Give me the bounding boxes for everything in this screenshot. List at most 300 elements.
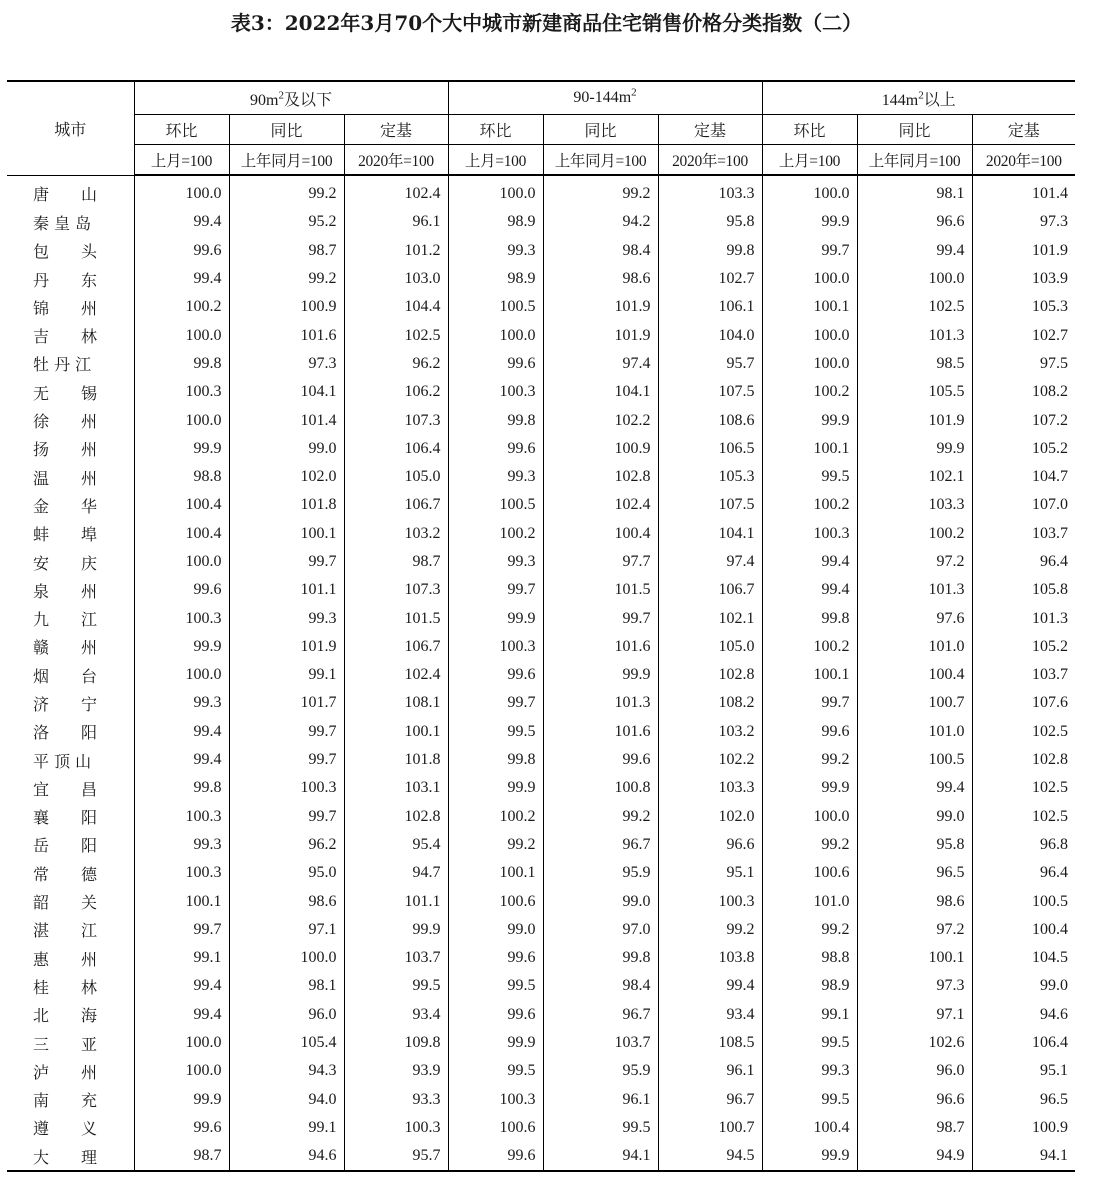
index-value-cell: 98.9 bbox=[448, 208, 543, 236]
index-value-cell: 108.2 bbox=[658, 689, 762, 717]
table-row bbox=[7, 944, 1075, 972]
group-header-medium: $90-144m^2$ bbox=[448, 81, 762, 115]
index-value-cell: 99.4 bbox=[658, 972, 762, 1000]
city-name-cell: 吉 林 bbox=[7, 321, 134, 349]
index-value-cell: 97.1 bbox=[857, 1001, 972, 1029]
index-value-cell: 100.3 bbox=[134, 604, 229, 632]
index-value-cell: 100.0 bbox=[229, 944, 344, 972]
index-value-cell: 103.2 bbox=[658, 718, 762, 746]
index-value-cell: 99.4 bbox=[762, 548, 857, 576]
index-value-cell: 99.0 bbox=[857, 803, 972, 831]
table-body bbox=[7, 175, 1075, 1171]
index-value-cell: 94.6 bbox=[229, 1142, 344, 1171]
city-name-cell: 桂 林 bbox=[7, 972, 134, 1000]
index-value-cell: 102.4 bbox=[344, 175, 448, 208]
index-value-cell: 101.6 bbox=[543, 633, 658, 661]
index-value-cell: 101.6 bbox=[543, 718, 658, 746]
index-value-cell: 97.2 bbox=[857, 548, 972, 576]
index-value-cell: 107.6 bbox=[1032, 694, 1069, 712]
index-value-cell: 96.0 bbox=[229, 1001, 344, 1029]
index-value-cell: 100.4 bbox=[134, 491, 229, 519]
index-value-cell: 99.1 bbox=[762, 1001, 857, 1029]
index-type-header: 定基 bbox=[972, 115, 1075, 145]
index-value-cell: 101.9 bbox=[229, 633, 344, 661]
table-row bbox=[7, 265, 1075, 293]
index-value-cell: 99.6 bbox=[448, 435, 543, 463]
index-value-cell: 98.4 bbox=[543, 972, 658, 1000]
table-row bbox=[7, 689, 1075, 717]
city-name-cell: 丹 东 bbox=[7, 265, 134, 293]
index-value-cell: 100.0 bbox=[448, 321, 543, 349]
index-value-cell: 95.8 bbox=[658, 208, 762, 236]
index-value-cell: 101.0 bbox=[857, 633, 972, 661]
index-value-cell: 102.1 bbox=[658, 604, 762, 632]
index-value-cell: 103.7 bbox=[1032, 666, 1069, 684]
index-value-cell: 97.1 bbox=[229, 916, 344, 944]
index-value-cell: 94.3 bbox=[229, 1057, 344, 1085]
index-value-cell: 106.4 bbox=[1032, 1034, 1069, 1052]
index-value-cell: 102.7 bbox=[658, 265, 762, 293]
index-value-cell: 99.5 bbox=[543, 1114, 658, 1142]
city-name-cell: 泉 州 bbox=[7, 576, 134, 604]
index-value-cell: 102.5 bbox=[344, 321, 448, 349]
index-type-header: 环比 bbox=[134, 115, 229, 145]
index-value-cell: 95.4 bbox=[344, 831, 448, 859]
city-name-cell: 湛 江 bbox=[7, 916, 134, 944]
index-value-cell: 99.8 bbox=[543, 944, 658, 972]
index-value-cell: 100.0 bbox=[762, 321, 857, 349]
index-value-cell: 100.8 bbox=[543, 774, 658, 802]
index-value-cell: 99.6 bbox=[448, 1142, 543, 1171]
index-value-cell: 99.3 bbox=[448, 463, 543, 491]
index-value-cell: 99.9 bbox=[762, 208, 857, 236]
index-value-cell: 94.5 bbox=[658, 1142, 762, 1171]
index-value-cell: 99.9 bbox=[448, 604, 543, 632]
table-row bbox=[7, 1086, 1075, 1114]
index-value-cell: 105.5 bbox=[857, 378, 972, 406]
index-value-cell: 98.9 bbox=[762, 972, 857, 1000]
index-value-cell: 98.7 bbox=[229, 237, 344, 265]
index-value-cell: 99.3 bbox=[448, 237, 543, 265]
table-row bbox=[7, 746, 1075, 774]
index-value-cell: 100.0 bbox=[134, 1029, 229, 1057]
index-value-cell: 104.0 bbox=[658, 321, 762, 349]
index-value-cell: 100.0 bbox=[762, 175, 857, 208]
index-value-cell: 100.9 bbox=[229, 293, 344, 321]
base-period-header: 2020年=100 bbox=[972, 145, 1075, 176]
base-period-header: 上月=100 bbox=[762, 145, 857, 176]
index-value-cell: 99.8 bbox=[448, 746, 543, 774]
index-value-cell: 97.3 bbox=[857, 972, 972, 1000]
index-value-cell: 100.0 bbox=[134, 548, 229, 576]
index-value-cell: 100.2 bbox=[762, 633, 857, 661]
index-value-cell: 96.7 bbox=[543, 831, 658, 859]
index-value-cell: 101.4 bbox=[229, 406, 344, 434]
index-value-cell: 100.0 bbox=[134, 175, 229, 208]
city-name-cell: 扬 州 bbox=[7, 435, 134, 463]
index-value-cell: 105.3 bbox=[1032, 298, 1069, 316]
index-value-cell: 99.7 bbox=[134, 916, 229, 944]
index-value-cell: 99.9 bbox=[762, 406, 857, 434]
index-value-cell: 106.5 bbox=[658, 435, 762, 463]
index-value-cell: 99.4 bbox=[134, 746, 229, 774]
index-type-header-row bbox=[7, 115, 1075, 145]
index-value-cell: 95.1 bbox=[658, 859, 762, 887]
index-value-cell: 105.2 bbox=[1032, 637, 1069, 655]
index-value-cell: 95.7 bbox=[344, 1142, 448, 1171]
index-value-cell: 99.3 bbox=[134, 689, 229, 717]
index-value-cell: 96.5 bbox=[1040, 1090, 1069, 1108]
city-name-cell: 包 头 bbox=[7, 237, 134, 265]
index-value-cell: 99.3 bbox=[134, 831, 229, 859]
index-value-cell: 105.3 bbox=[658, 463, 762, 491]
city-name-cell: 北 海 bbox=[7, 1001, 134, 1029]
index-value-cell: 105.0 bbox=[658, 633, 762, 661]
city-name-cell: 洛 阳 bbox=[7, 718, 134, 746]
index-value-cell: 99.8 bbox=[134, 774, 229, 802]
index-value-cell: 99.5 bbox=[762, 463, 857, 491]
index-value-cell: 102.0 bbox=[658, 803, 762, 831]
index-value-cell: 100.3 bbox=[448, 1086, 543, 1114]
index-value-cell: 96.4 bbox=[1040, 864, 1069, 882]
index-value-cell: 99.2 bbox=[762, 831, 857, 859]
index-value-cell: 95.9 bbox=[543, 859, 658, 887]
index-value-cell: 99.2 bbox=[229, 265, 344, 293]
city-name-cell: 秦 皇 岛 bbox=[7, 208, 134, 236]
index-value-cell: 100.5 bbox=[448, 293, 543, 321]
index-value-cell: 99.1 bbox=[229, 1114, 344, 1142]
index-value-cell: 101.1 bbox=[229, 576, 344, 604]
index-value-cell: 100.0 bbox=[134, 406, 229, 434]
table-row bbox=[7, 1114, 1075, 1142]
index-value-cell: 103.7 bbox=[1032, 524, 1069, 542]
index-value-cell: 96.7 bbox=[543, 1001, 658, 1029]
city-column-header: 城市 bbox=[7, 81, 134, 175]
index-value-cell: 100.1 bbox=[134, 887, 229, 915]
index-value-cell: 97.6 bbox=[857, 604, 972, 632]
table-row bbox=[7, 859, 1075, 887]
index-value-cell: 100.7 bbox=[857, 689, 972, 717]
index-value-cell: 99.7 bbox=[448, 689, 543, 717]
index-value-cell: 99.4 bbox=[134, 1001, 229, 1029]
index-value-cell: 100.3 bbox=[762, 520, 857, 548]
index-value-cell: 95.7 bbox=[658, 350, 762, 378]
index-value-cell: 100.3 bbox=[229, 774, 344, 802]
index-value-cell: 98.7 bbox=[857, 1114, 972, 1142]
index-value-cell: 100.3 bbox=[448, 633, 543, 661]
index-value-cell: 99.7 bbox=[543, 604, 658, 632]
index-value-cell: 103.7 bbox=[543, 1029, 658, 1057]
index-value-cell: 105.4 bbox=[229, 1029, 344, 1057]
index-value-cell: 99.8 bbox=[134, 350, 229, 378]
index-value-cell: 99.6 bbox=[134, 576, 229, 604]
index-value-cell: 99.2 bbox=[658, 916, 762, 944]
index-value-cell: 99.4 bbox=[857, 237, 972, 265]
index-value-cell: 99.7 bbox=[229, 718, 344, 746]
table-row bbox=[7, 1057, 1075, 1085]
index-type-header: 同比 bbox=[857, 115, 972, 145]
index-value-cell: 96.2 bbox=[344, 350, 448, 378]
index-type-header: 同比 bbox=[543, 115, 658, 145]
index-value-cell: 108.1 bbox=[344, 689, 448, 717]
index-value-cell: 107.2 bbox=[1032, 411, 1069, 429]
index-value-cell: 93.3 bbox=[344, 1086, 448, 1114]
city-name-cell: 惠 州 bbox=[7, 944, 134, 972]
index-value-cell: 99.7 bbox=[229, 548, 344, 576]
index-value-cell: 102.8 bbox=[543, 463, 658, 491]
index-value-cell: 99.2 bbox=[543, 803, 658, 831]
index-value-cell: 104.7 bbox=[1032, 468, 1069, 486]
index-value-cell: 96.5 bbox=[857, 859, 972, 887]
index-value-cell: 106.7 bbox=[344, 633, 448, 661]
table-row bbox=[7, 548, 1075, 576]
index-value-cell: 95.8 bbox=[857, 831, 972, 859]
index-value-cell: 101.7 bbox=[229, 689, 344, 717]
index-value-cell: 97.4 bbox=[658, 548, 762, 576]
index-value-cell: 103.3 bbox=[658, 175, 762, 208]
index-value-cell: 96.7 bbox=[658, 1086, 762, 1114]
index-value-cell: 101.3 bbox=[857, 576, 972, 604]
index-value-cell: 107.5 bbox=[658, 378, 762, 406]
index-value-cell: 102.0 bbox=[229, 463, 344, 491]
index-value-cell: 97.4 bbox=[543, 350, 658, 378]
index-value-cell: 102.2 bbox=[543, 406, 658, 434]
index-value-cell: 99.1 bbox=[134, 944, 229, 972]
base-period-header: 上年同月=100 bbox=[229, 145, 344, 176]
index-value-cell: 99.6 bbox=[134, 237, 229, 265]
index-value-cell: 99.6 bbox=[762, 718, 857, 746]
index-value-cell: 105.8 bbox=[1032, 581, 1069, 599]
index-value-cell: 98.4 bbox=[543, 237, 658, 265]
table-row bbox=[7, 463, 1075, 491]
index-value-cell: 97.3 bbox=[229, 350, 344, 378]
index-value-cell: 99.9 bbox=[857, 435, 972, 463]
index-value-cell: 99.7 bbox=[762, 237, 857, 265]
index-value-cell: 104.5 bbox=[1032, 949, 1069, 967]
index-value-cell: 99.4 bbox=[134, 208, 229, 236]
table-row bbox=[7, 916, 1075, 944]
index-value-cell: 107.0 bbox=[1032, 496, 1069, 514]
city-name-cell: 金 华 bbox=[7, 491, 134, 519]
index-value-cell: 100.3 bbox=[134, 803, 229, 831]
index-value-cell: 101.9 bbox=[543, 293, 658, 321]
index-value-cell: 99.5 bbox=[762, 1029, 857, 1057]
index-value-cell: 98.7 bbox=[134, 1142, 229, 1171]
city-name-cell: 赣 州 bbox=[7, 633, 134, 661]
table-row bbox=[7, 633, 1075, 661]
index-value-cell: 100.4 bbox=[857, 661, 972, 689]
price-index-table bbox=[7, 80, 1075, 1172]
index-value-cell: 99.2 bbox=[543, 175, 658, 208]
index-value-cell: 100.0 bbox=[134, 1057, 229, 1085]
city-name-cell: 泸 州 bbox=[7, 1057, 134, 1085]
index-value-cell: 99.0 bbox=[543, 887, 658, 915]
table-row bbox=[7, 803, 1075, 831]
table-row bbox=[7, 604, 1075, 632]
index-value-cell: 108.6 bbox=[658, 406, 762, 434]
index-value-cell: 94.2 bbox=[543, 208, 658, 236]
index-value-cell: 99.0 bbox=[448, 916, 543, 944]
index-value-cell: 100.1 bbox=[229, 520, 344, 548]
table-row bbox=[7, 1142, 1075, 1171]
index-value-cell: 101.3 bbox=[543, 689, 658, 717]
index-value-cell: 104.1 bbox=[658, 520, 762, 548]
table-row bbox=[7, 175, 1075, 208]
index-value-cell: 104.1 bbox=[229, 378, 344, 406]
index-value-cell: 99.6 bbox=[448, 350, 543, 378]
index-type-header: 环比 bbox=[762, 115, 857, 145]
city-name-cell: 徐 州 bbox=[7, 406, 134, 434]
index-value-cell: 94.9 bbox=[857, 1142, 972, 1171]
table-title: 表3：2022年3月70个大中城市新建商品住宅销售价格分类指数（二） bbox=[230, 11, 863, 35]
base-period-header: 上月=100 bbox=[448, 145, 543, 176]
index-value-cell: 101.5 bbox=[543, 576, 658, 604]
index-value-cell: 100.0 bbox=[762, 350, 857, 378]
index-value-cell: 98.1 bbox=[857, 175, 972, 208]
index-value-cell: 103.3 bbox=[658, 774, 762, 802]
index-value-cell: 102.5 bbox=[857, 293, 972, 321]
index-value-cell: 99.4 bbox=[134, 718, 229, 746]
index-value-cell: 95.1 bbox=[1040, 1062, 1069, 1080]
city-name-cell: 牡 丹 江 bbox=[7, 350, 134, 378]
index-value-cell: 99.8 bbox=[762, 604, 857, 632]
index-value-cell: 98.6 bbox=[543, 265, 658, 293]
table-row bbox=[7, 887, 1075, 915]
index-value-cell: 102.6 bbox=[857, 1029, 972, 1057]
index-value-cell: 103.8 bbox=[658, 944, 762, 972]
city-name-cell: 无 锡 bbox=[7, 378, 134, 406]
index-value-cell: 100.1 bbox=[762, 661, 857, 689]
index-value-cell: 99.8 bbox=[658, 237, 762, 265]
index-value-cell: 99.9 bbox=[344, 916, 448, 944]
index-value-cell: 107.3 bbox=[344, 576, 448, 604]
base-period-header-row bbox=[7, 145, 1075, 176]
index-value-cell: 99.1 bbox=[229, 661, 344, 689]
index-value-cell: 108.2 bbox=[1032, 383, 1069, 401]
index-value-cell: 100.6 bbox=[448, 887, 543, 915]
city-name-cell: 岳 阳 bbox=[7, 831, 134, 859]
index-value-cell: 102.4 bbox=[344, 661, 448, 689]
index-value-cell: 103.0 bbox=[344, 265, 448, 293]
index-value-cell: 100.3 bbox=[134, 378, 229, 406]
index-value-cell: 95.0 bbox=[229, 859, 344, 887]
index-value-cell: 98.5 bbox=[857, 350, 972, 378]
index-value-cell: 100.0 bbox=[134, 661, 229, 689]
index-value-cell: 105.2 bbox=[1032, 439, 1069, 457]
index-value-cell: 102.4 bbox=[543, 491, 658, 519]
index-value-cell: 100.0 bbox=[762, 265, 857, 293]
city-name-cell: 三 亚 bbox=[7, 1029, 134, 1057]
index-value-cell: 99.6 bbox=[448, 1001, 543, 1029]
index-value-cell: 100.1 bbox=[762, 293, 857, 321]
index-value-cell: 100.5 bbox=[1032, 892, 1069, 910]
index-value-cell: 99.6 bbox=[543, 746, 658, 774]
table-row bbox=[7, 208, 1075, 236]
index-value-cell: 103.9 bbox=[1032, 270, 1069, 288]
city-name-cell: 韶 关 bbox=[7, 887, 134, 915]
index-value-cell: 100.1 bbox=[762, 435, 857, 463]
city-name-cell: 济 宁 bbox=[7, 689, 134, 717]
index-value-cell: 100.1 bbox=[857, 944, 972, 972]
index-value-cell: 100.4 bbox=[543, 520, 658, 548]
index-value-cell: 98.7 bbox=[344, 548, 448, 576]
city-name-cell: 九 江 bbox=[7, 604, 134, 632]
index-value-cell: 106.4 bbox=[344, 435, 448, 463]
table-row bbox=[7, 321, 1075, 349]
index-value-cell: 99.9 bbox=[134, 435, 229, 463]
base-period-header: 上月=100 bbox=[134, 145, 229, 176]
index-value-cell: 98.8 bbox=[134, 463, 229, 491]
base-period-header: 上年同月=100 bbox=[543, 145, 658, 176]
index-value-cell: 102.8 bbox=[344, 803, 448, 831]
index-value-cell: 94.1 bbox=[972, 1142, 1075, 1171]
index-value-cell: 102.2 bbox=[658, 746, 762, 774]
city-name-cell: 大 理 bbox=[7, 1142, 134, 1171]
index-value-cell: 99.7 bbox=[229, 746, 344, 774]
city-name-cell: 蚌 埠 bbox=[7, 520, 134, 548]
index-value-cell: 104.1 bbox=[543, 378, 658, 406]
index-value-cell: 102.1 bbox=[857, 463, 972, 491]
index-value-cell: 99.5 bbox=[762, 1086, 857, 1114]
group-header-large: $144m^2$以上 bbox=[762, 81, 1075, 115]
index-value-cell: 99.2 bbox=[762, 916, 857, 944]
index-value-cell: 103.3 bbox=[857, 491, 972, 519]
index-value-cell: 99.9 bbox=[762, 774, 857, 802]
index-value-cell: 100.0 bbox=[134, 321, 229, 349]
city-name-cell: 平 顶 山 bbox=[7, 746, 134, 774]
base-period-header: 2020年=100 bbox=[344, 145, 448, 176]
index-value-cell: 99.3 bbox=[448, 548, 543, 576]
base-period-header: 2020年=100 bbox=[658, 145, 762, 176]
index-value-cell: 100.4 bbox=[134, 520, 229, 548]
index-value-cell: 106.7 bbox=[658, 576, 762, 604]
index-value-cell: 96.1 bbox=[658, 1057, 762, 1085]
index-value-cell: 101.3 bbox=[1032, 609, 1069, 627]
index-type-header: 同比 bbox=[229, 115, 344, 145]
index-value-cell: 96.2 bbox=[229, 831, 344, 859]
table-row bbox=[7, 435, 1075, 463]
index-value-cell: 99.4 bbox=[857, 774, 972, 802]
index-value-cell: 100.2 bbox=[448, 803, 543, 831]
group-header-small: $90m^2$及以下 bbox=[134, 81, 448, 115]
city-name-cell: 安 庆 bbox=[7, 548, 134, 576]
index-value-cell: 99.6 bbox=[448, 661, 543, 689]
index-value-cell: 107.3 bbox=[344, 406, 448, 434]
index-value-cell: 100.2 bbox=[762, 378, 857, 406]
index-value-cell: 100.3 bbox=[344, 1114, 448, 1142]
index-value-cell: 94.7 bbox=[344, 859, 448, 887]
index-value-cell: 99.9 bbox=[134, 633, 229, 661]
index-value-cell: 100.5 bbox=[448, 491, 543, 519]
index-value-cell: 106.7 bbox=[344, 491, 448, 519]
index-value-cell: 99.0 bbox=[1040, 977, 1069, 995]
table-row bbox=[7, 406, 1075, 434]
city-name-cell: 遵 义 bbox=[7, 1114, 134, 1142]
city-name-cell: 唐 山 bbox=[7, 175, 134, 208]
index-value-cell: 102.8 bbox=[1032, 751, 1069, 769]
city-name-cell: 常 德 bbox=[7, 859, 134, 887]
index-value-cell: 100.2 bbox=[762, 491, 857, 519]
index-value-cell: 98.9 bbox=[448, 265, 543, 293]
index-value-cell: 101.6 bbox=[229, 321, 344, 349]
index-value-cell: 100.4 bbox=[762, 1114, 857, 1142]
index-value-cell: 108.5 bbox=[658, 1029, 762, 1057]
index-value-cell: 99.2 bbox=[762, 746, 857, 774]
index-value-cell: 101.2 bbox=[344, 237, 448, 265]
index-value-cell: 107.5 bbox=[658, 491, 762, 519]
index-type-header: 环比 bbox=[448, 115, 543, 145]
index-value-cell: 99.6 bbox=[134, 1114, 229, 1142]
